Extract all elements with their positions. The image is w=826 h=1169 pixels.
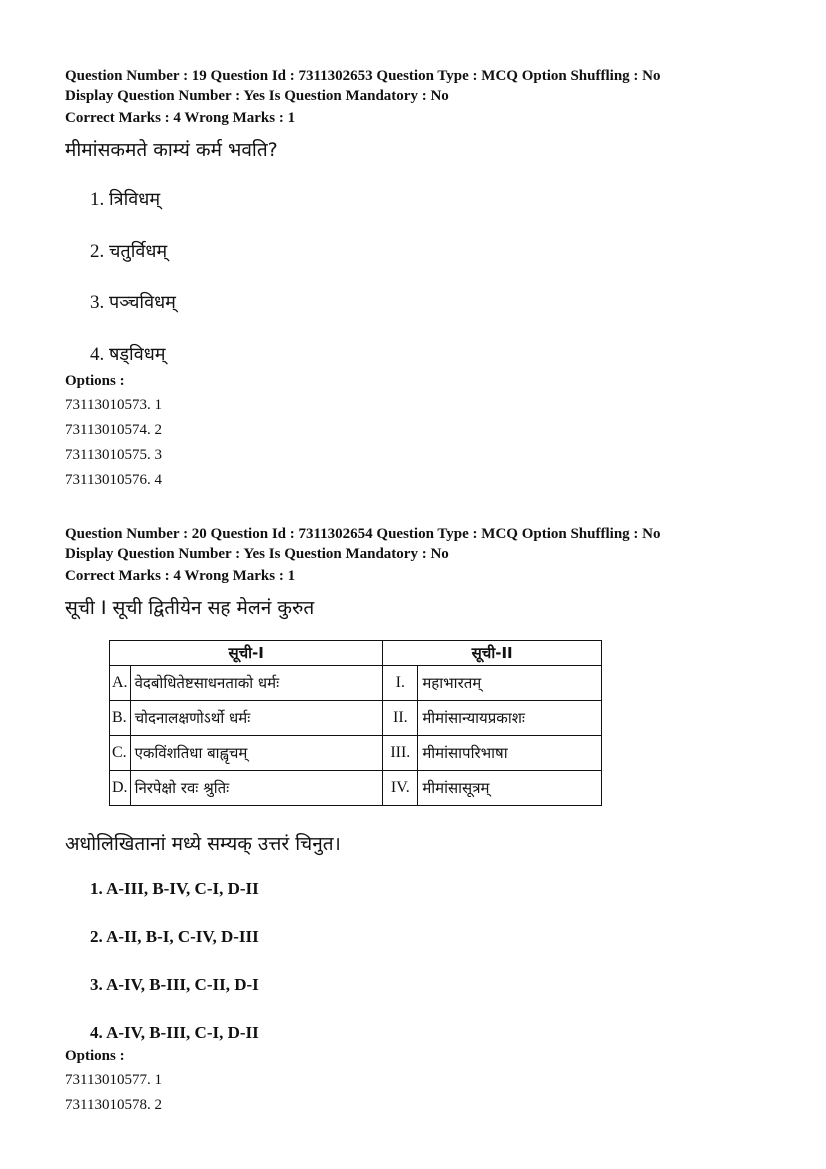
q19-option-3 xyxy=(90,290,176,314)
q19-marks: Correct Marks : 4 Wrong Marks : 1 xyxy=(65,110,296,126)
row-label-right: II. xyxy=(383,701,418,736)
option-text: त्रिविधम् xyxy=(109,189,161,210)
q20-meta-line1: Question Number : 20 Question Id : 7311302654 Question Type : MCQ Option Shuffling : No xyxy=(65,526,661,542)
q19-option-id-2: 73113010574. 2 xyxy=(65,422,162,438)
q19-option-id-1: 73113010573. 1 xyxy=(65,397,162,413)
q19-meta-line2: Display Question Number : Yes Is Question Mandatory : No xyxy=(65,88,449,104)
q19-option-1 xyxy=(90,187,160,211)
q20-option-3 xyxy=(90,975,259,995)
q19-stem: मीमांसकमते काम्यं कर्म भवति? xyxy=(65,139,278,161)
q20-option-4 xyxy=(90,1023,259,1043)
option-number: 3. xyxy=(90,292,105,313)
q20-stem: सूची I सूची द्वितीयेन सह मेलनं कुरुत xyxy=(65,597,315,619)
option-text: A-III, B-IV, C-I, D-II xyxy=(106,879,259,898)
row-text-right: मीमांसापरिभाषा xyxy=(418,736,602,771)
q19-option-id-4: 73113010576. 4 xyxy=(65,472,162,488)
row-label-left: C. xyxy=(110,736,131,771)
q20-marks: Correct Marks : 4 Wrong Marks : 1 xyxy=(65,568,296,584)
q20-option-id-1: 73113010577. 1 xyxy=(65,1072,162,1088)
match-table-header xyxy=(110,641,602,666)
table-row xyxy=(110,736,602,771)
row-text-right: मीमांसासूत्रम् xyxy=(418,771,602,806)
row-text-left: चोदनालक्षणोऽर्थो धर्मः xyxy=(130,701,383,736)
header-list-1: सूची-I xyxy=(110,641,383,666)
row-label-left: D. xyxy=(110,771,131,806)
q19-option-id-3: 73113010575. 3 xyxy=(65,447,162,463)
q20-option-1 xyxy=(90,879,259,899)
header-list-2: सूची-II xyxy=(383,641,602,666)
q19-option-4 xyxy=(90,342,166,366)
q20-meta-line2: Display Question Number : Yes Is Question Mandatory : No xyxy=(65,546,449,562)
option-text: चतुर्विधम् xyxy=(109,241,168,262)
option-text: पञ्चविधम् xyxy=(109,292,176,313)
q19-options-label: Options : xyxy=(65,373,125,389)
option-text: षड्विधम् xyxy=(109,344,166,365)
match-table xyxy=(109,640,602,806)
row-text-right: महाभारतम् xyxy=(418,666,602,701)
row-label-left: B. xyxy=(110,701,131,736)
row-label-right: I. xyxy=(383,666,418,701)
option-number: 1. xyxy=(90,189,105,210)
q20-option-id-2: 73113010578. 2 xyxy=(65,1097,162,1113)
row-text-left: एकविंशतिधा बाह्वृचम् xyxy=(130,736,383,771)
option-text: A-IV, B-III, C-I, D-II xyxy=(106,1023,259,1042)
option-number: 3. xyxy=(90,975,103,994)
q19-meta-line1: Question Number : 19 Question Id : 7311302653 Question Type : MCQ Option Shuffling : No xyxy=(65,68,661,84)
row-text-left: वेदबोधितेष्टसाधनताको धर्मः xyxy=(130,666,383,701)
table-row xyxy=(110,701,602,736)
option-text: A-II, B-I, C-IV, D-III xyxy=(106,927,259,946)
table-row xyxy=(110,666,602,701)
row-text-right: मीमांसान्यायप्रकाशः xyxy=(418,701,602,736)
q20-options-label: Options : xyxy=(65,1048,125,1064)
option-number: 4. xyxy=(90,1023,103,1042)
option-number: 2. xyxy=(90,927,103,946)
option-number: 1. xyxy=(90,879,103,898)
row-label-right: IV. xyxy=(383,771,418,806)
row-label-right: III. xyxy=(383,736,418,771)
q20-option-2 xyxy=(90,927,259,947)
q19-option-2 xyxy=(90,239,167,263)
option-number: 4. xyxy=(90,344,105,365)
q20-sub-stem: अधोलिखितानां मध्ये सम्यक् उत्तरं चिनुत। xyxy=(65,833,341,855)
option-number: 2. xyxy=(90,241,105,262)
table-row xyxy=(110,771,602,806)
row-label-left: A. xyxy=(110,666,131,701)
row-text-left: निरपेक्षो रवः श्रुतिः xyxy=(130,771,383,806)
option-text: A-IV, B-III, C-II, D-I xyxy=(106,975,259,994)
